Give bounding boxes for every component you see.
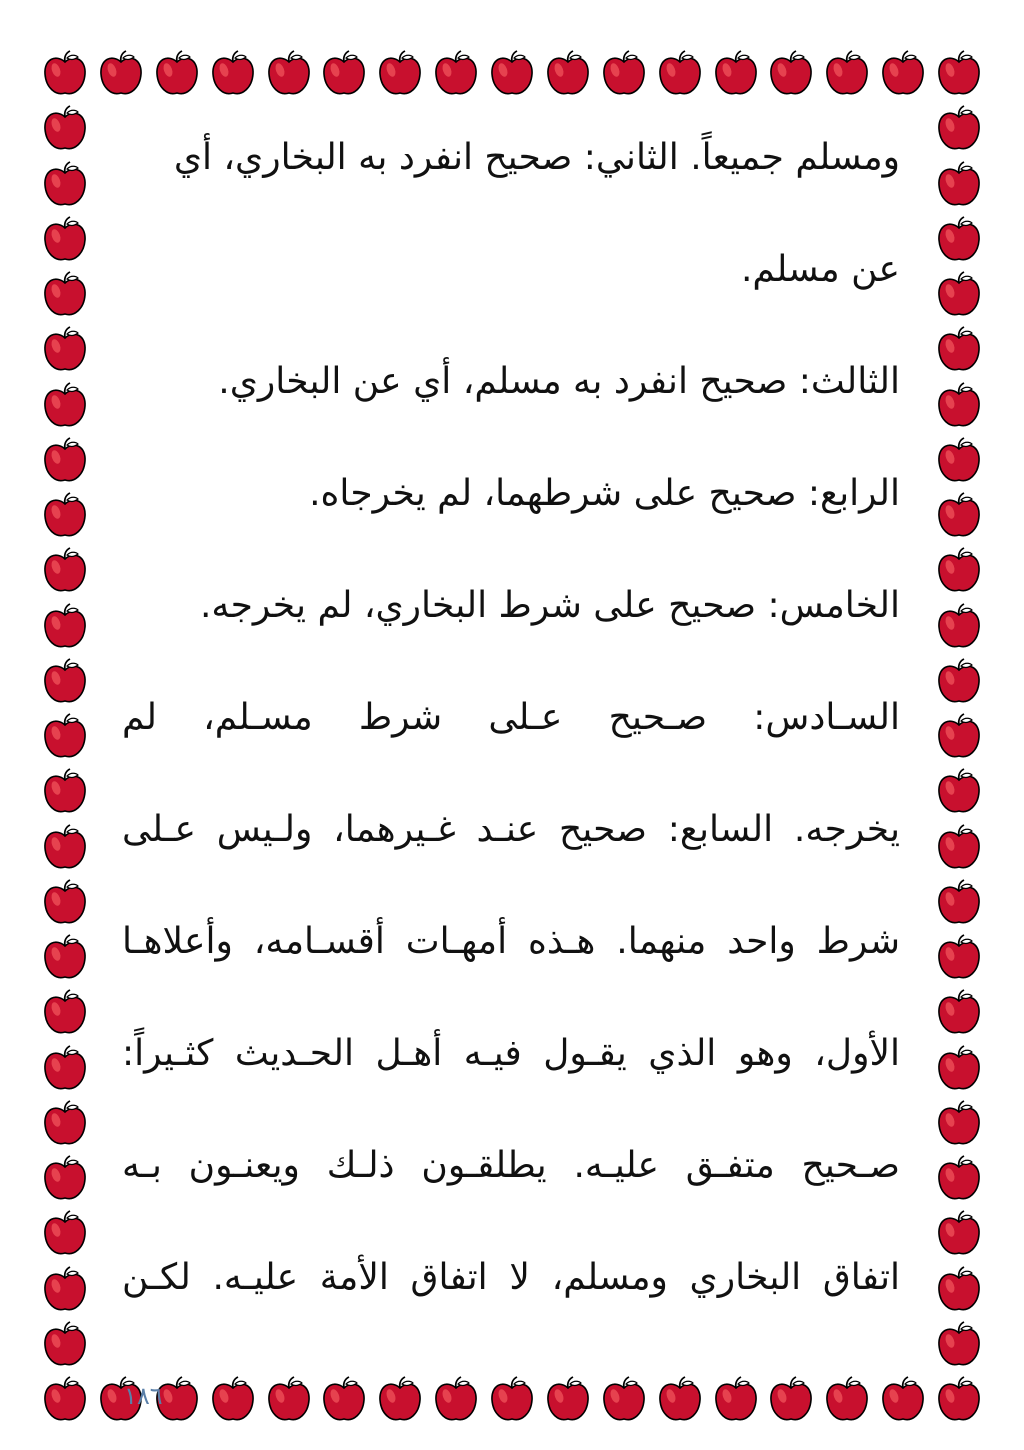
apple-icon <box>210 50 256 98</box>
apple-icon <box>321 50 367 98</box>
apple-icon <box>936 768 982 816</box>
apple-icon <box>42 437 88 485</box>
apple-icon <box>42 824 88 872</box>
apple-icon <box>713 1376 759 1424</box>
apple-icon <box>154 50 200 98</box>
text-line: السـادس: صـحيح عـلى شرط مسـلم، لم <box>122 697 900 738</box>
apple-icon <box>266 1376 312 1424</box>
text-line: الأول، وهو الذي يقـول فيـه أهـل الحـديث كثـيراً: <box>122 1033 900 1074</box>
apple-icon <box>936 492 982 540</box>
apple-icon <box>713 50 759 98</box>
text-line: شرط واحد منهما. هـذه أمهـات أقسـامه، وأعلاهـا <box>122 921 900 962</box>
apple-icon <box>210 1376 256 1424</box>
apple-icon <box>42 934 88 982</box>
apple-icon <box>936 824 982 872</box>
apple-icon <box>42 879 88 927</box>
apple-icon <box>42 1321 88 1369</box>
apple-icon <box>42 1266 88 1314</box>
apple-icon <box>936 105 982 153</box>
text-line: صـحيح متفـق عليـه. يطلقـون ذلـك ويعنـون بـه <box>122 1145 900 1186</box>
apple-icon <box>433 50 479 98</box>
apple-icon <box>936 1376 982 1424</box>
apple-icon <box>936 658 982 706</box>
text-line: عن مسلم. <box>740 249 900 290</box>
apple-icon <box>936 271 982 319</box>
apple-icon <box>936 603 982 651</box>
apple-icon <box>42 492 88 540</box>
apple-icon <box>824 50 870 98</box>
apple-icon <box>42 768 88 816</box>
apple-icon <box>42 1045 88 1093</box>
apple-icon <box>42 216 88 264</box>
apple-icon <box>42 989 88 1037</box>
apple-icon <box>936 713 982 761</box>
apple-icon <box>657 50 703 98</box>
apple-icon <box>936 1045 982 1093</box>
apple-icon <box>936 1155 982 1203</box>
text-line: اتفاق البخاري ومسلم، لا اتفاق الأمة عليـه. لكـن <box>122 1257 900 1298</box>
apple-icon <box>42 50 88 98</box>
apple-icon <box>880 1376 926 1424</box>
apple-icon <box>377 50 423 98</box>
apple-icon <box>545 1376 591 1424</box>
apple-icon <box>936 437 982 485</box>
apple-icon <box>936 989 982 1037</box>
apple-icon <box>433 1376 479 1424</box>
apple-icon <box>42 658 88 706</box>
apple-icon <box>936 50 982 98</box>
apple-icon <box>601 50 647 98</box>
apple-icon <box>42 547 88 595</box>
apple-icon <box>936 1321 982 1369</box>
apple-icon <box>936 879 982 927</box>
apple-icon <box>98 50 144 98</box>
apple-icon <box>936 326 982 374</box>
apple-icon <box>489 50 535 98</box>
text-line: الثالث: صحيح انفرد به مسلم، أي عن البخاري. <box>218 361 900 402</box>
apple-icon <box>936 1266 982 1314</box>
apple-icon <box>936 934 982 982</box>
apple-icon <box>936 216 982 264</box>
apple-icon <box>936 1100 982 1148</box>
apple-icon <box>936 547 982 595</box>
apple-icon <box>42 1155 88 1203</box>
text-line: ومسلم جميعاً. الثاني: صحيح انفرد به البخاري، أي <box>173 137 900 178</box>
apple-icon <box>936 382 982 430</box>
apple-icon <box>266 50 312 98</box>
apple-icon <box>42 1376 88 1424</box>
apple-icon <box>42 1210 88 1258</box>
apple-icon <box>768 50 814 98</box>
apple-icon <box>42 161 88 209</box>
apple-icon <box>42 326 88 374</box>
apple-icon <box>42 271 88 319</box>
apple-icon <box>824 1376 870 1424</box>
apple-icon <box>42 713 88 761</box>
apple-icon <box>545 50 591 98</box>
apple-icon <box>42 1100 88 1148</box>
apple-icon <box>768 1376 814 1424</box>
text-line: يخرجه. السابع: صحيح عنـد غـيرهما، ولـيس عـلى <box>122 809 900 850</box>
apple-icon <box>42 603 88 651</box>
apple-icon <box>936 1210 982 1258</box>
apple-icon <box>42 105 88 153</box>
apple-icon <box>321 1376 367 1424</box>
text-line: الخامس: صحيح على شرط البخاري، لم يخرجه. <box>199 585 900 626</box>
apple-icon <box>489 1376 535 1424</box>
apple-icon <box>657 1376 703 1424</box>
apple-icon <box>377 1376 423 1424</box>
apple-icon <box>880 50 926 98</box>
apple-icon <box>42 382 88 430</box>
text-line: الرابع: صحيح على شرطهما، لم يخرجاه. <box>309 473 900 514</box>
page-number: ١٨٦ <box>124 1382 163 1410</box>
page-body <box>122 128 900 1298</box>
apple-icon <box>936 161 982 209</box>
apple-icon <box>601 1376 647 1424</box>
